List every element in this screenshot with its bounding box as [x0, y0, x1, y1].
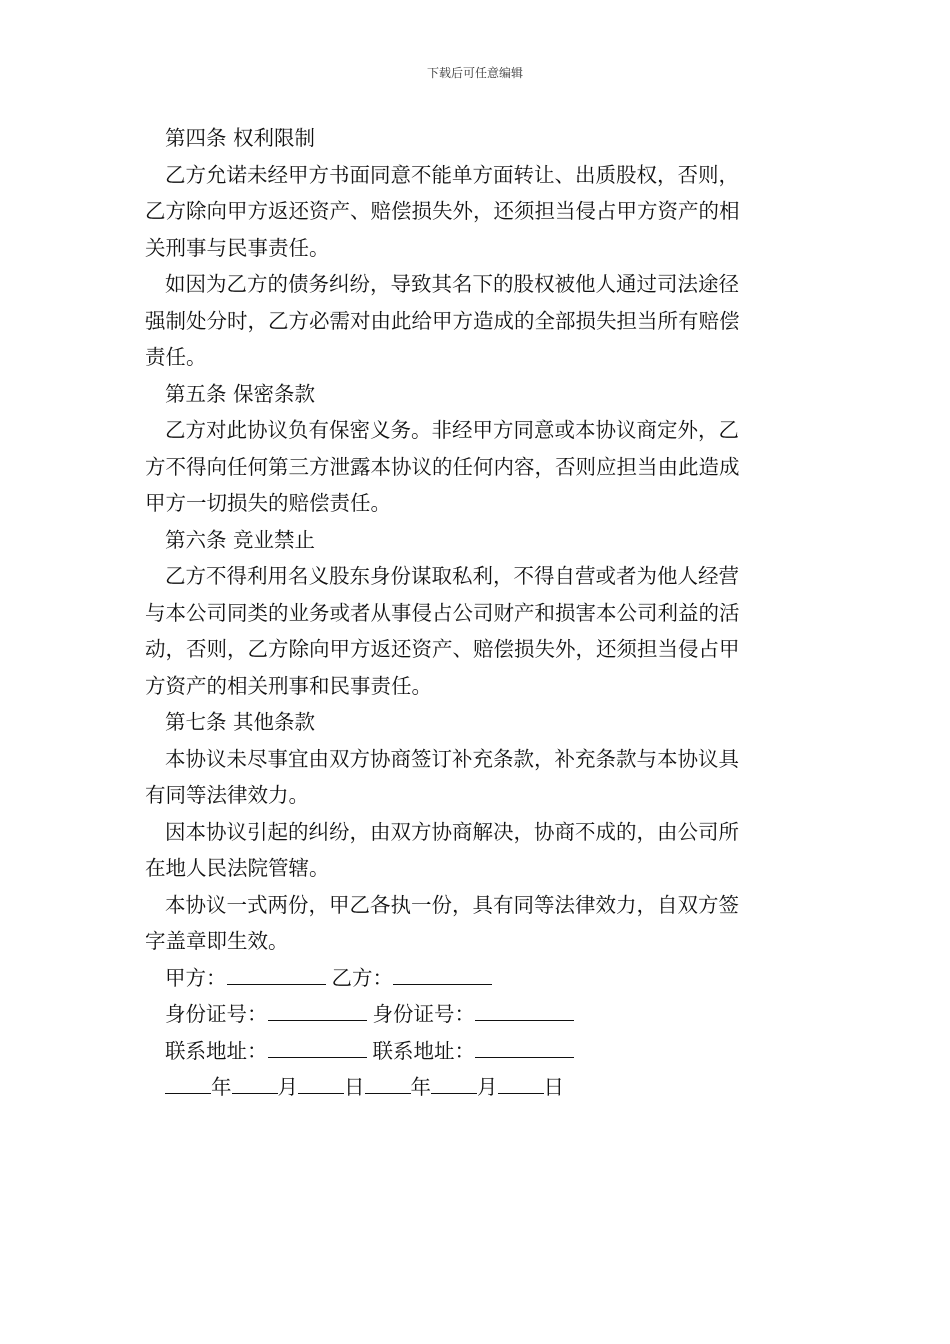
month-a-blank	[232, 1069, 278, 1094]
signature-date-row	[145, 1069, 810, 1106]
id-b-blank	[475, 996, 574, 1021]
article-5-paragraph-1	[145, 412, 810, 522]
text-line: 强制处分时，乙方必需对由此给甲方造成的全部损失担当所有赔偿	[145, 308, 740, 333]
text-line: 乙方对此协议负有保密义务。非经甲方同意或本协议商定外，乙	[165, 418, 739, 442]
month-a-label: 月	[277, 1075, 298, 1099]
text-line: 在地人民法院管辖。	[145, 856, 330, 880]
party-a-blank	[227, 960, 326, 985]
text-line: 因本协议引起的纠纷，由双方协商解决，协商不成的，由公司所	[165, 819, 739, 844]
article-7-paragraph-2	[145, 814, 810, 887]
signature-id-row	[145, 996, 810, 1033]
text-line: 方资产的相关刑事和民事责任。	[145, 673, 432, 698]
header-note: 下载后可任意编辑	[426, 66, 523, 80]
text-line: 与本公司同类的业务或者从事侵占公司财产和损害本公司利益的活	[145, 600, 740, 625]
text-line: 字盖章即生效。	[145, 929, 289, 953]
addr-b-label: 联系地址：	[372, 1038, 475, 1063]
addr-b-blank	[475, 1033, 574, 1058]
addr-a-label: 联系地址：	[165, 1038, 268, 1063]
year-b-blank	[365, 1069, 411, 1094]
article-4-title: 第四条 权利限制	[165, 126, 316, 150]
addr-a-blank	[268, 1033, 367, 1058]
article-7-paragraph-1	[145, 741, 810, 814]
article-6-title: 第六条 竞业禁止	[165, 527, 316, 552]
text-line: 本协议未尽事宜由双方协商签订补充条款，补充条款与本协议具	[165, 746, 739, 771]
id-a-label: 身份证号：	[165, 1002, 268, 1026]
text-line: 乙方除向甲方返还资产、赔偿损失外，还须担当侵占甲方资产的相	[145, 199, 740, 223]
article-6-paragraph-1	[145, 558, 810, 704]
text-line: 动，否则，乙方除向甲方返还资产、赔偿损失外，还须担当侵占甲	[145, 637, 740, 661]
article-5-title: 第五条 保密条款	[165, 381, 316, 406]
day-b-blank	[498, 1069, 544, 1094]
text-line: 关刑事与民事责任。	[145, 235, 330, 260]
document-body	[145, 120, 810, 1106]
article-7-paragraph-3	[145, 887, 810, 960]
party-b-label: 乙方：	[331, 965, 393, 990]
text-line: 乙方不得利用名义股东身份谋取私利，不得自营或者为他人经营	[165, 564, 739, 588]
signature-parties-row	[145, 960, 810, 997]
id-a-blank	[268, 996, 367, 1021]
article-4-paragraph-2	[145, 266, 810, 376]
day-b-label: 日	[543, 1075, 564, 1099]
text-line: 本协议一式两份，甲乙各执一份，具有同等法律效力，自双方签	[165, 892, 739, 917]
text-line: 乙方允诺未经甲方书面同意不能单方面转让、出质股权，否则，	[165, 162, 739, 187]
text-line: 如因为乙方的债务纠纷，导致其名下的股权被他人通过司法途径	[165, 272, 739, 296]
article-7-title: 第七条 其他条款	[165, 710, 316, 734]
article-4-paragraph-1	[145, 157, 810, 267]
text-line: 甲方一切损失的赔偿责任。	[145, 491, 391, 515]
year-b-label: 年	[410, 1075, 431, 1099]
year-a-blank	[165, 1069, 211, 1094]
year-a-label: 年	[211, 1075, 232, 1099]
month-b-blank	[431, 1069, 477, 1094]
text-line: 责任。	[145, 345, 207, 369]
day-a-blank	[298, 1069, 344, 1094]
text-line: 方不得向任何第三方泄露本协议的任何内容，否则应担当由此造成	[145, 454, 740, 479]
party-b-blank	[393, 960, 492, 985]
month-b-label: 月	[477, 1075, 498, 1099]
id-b-label: 身份证号：	[372, 1002, 475, 1026]
text-line: 有同等法律效力。	[145, 783, 309, 807]
day-a-label: 日	[344, 1075, 365, 1099]
signature-address-row	[145, 1033, 810, 1070]
party-a-label: 甲方：	[165, 965, 227, 990]
